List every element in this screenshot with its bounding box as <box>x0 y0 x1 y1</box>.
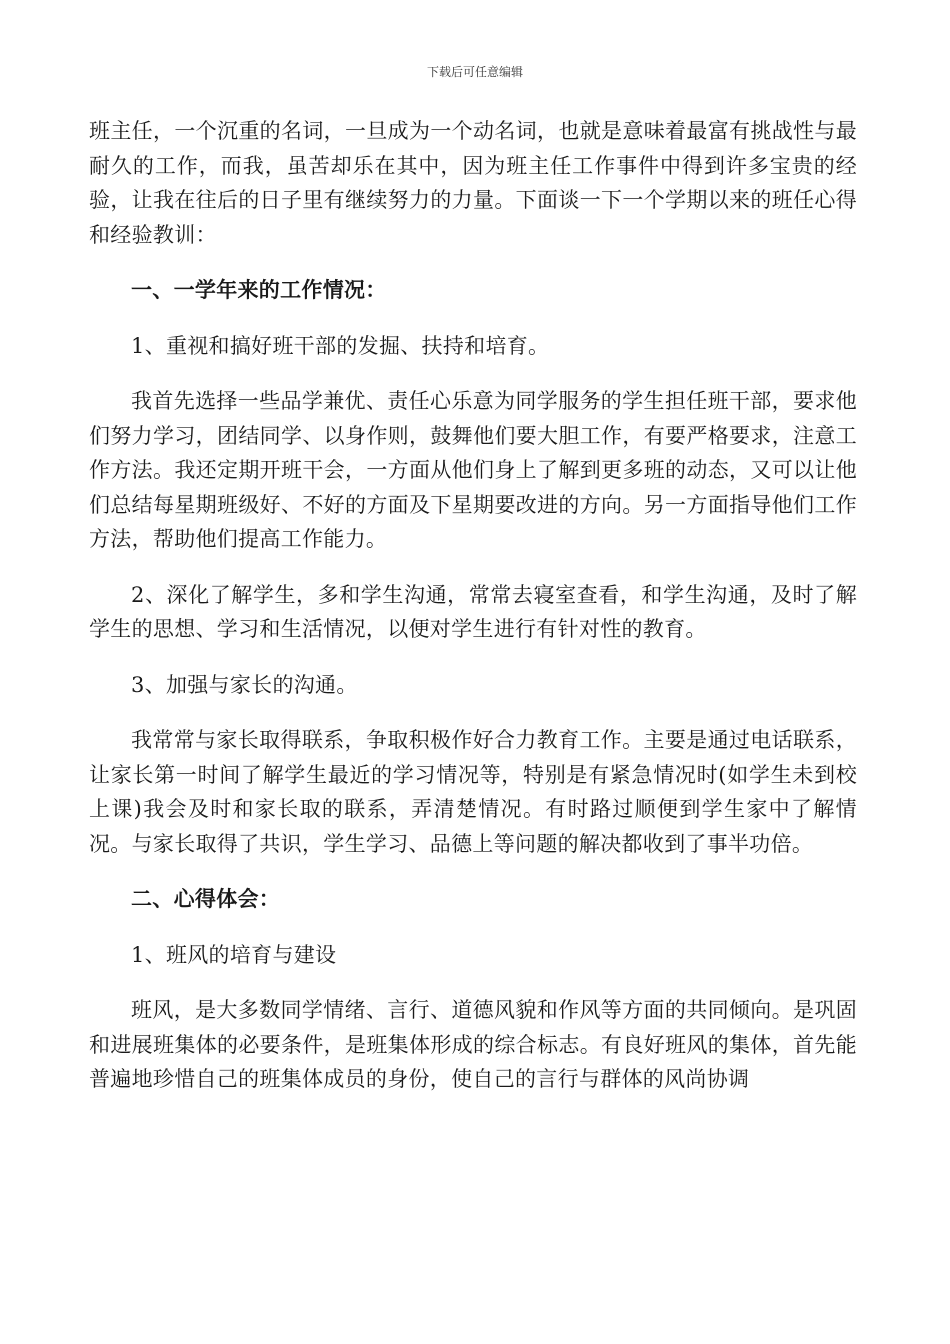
item-body-class-cadres: 我首先选择一些品学兼优、责任心乐意为同学服务的学生担任班干部，要求他们努力学习，团结同学、以身作则，鼓舞他们要大胆工作，有要严格要求，注意工作方法。我还定期开班干会，一方面从他们身上了解到更多班的动态，又可以让他们总结每星期班级好、不好的方面及下星期要改进的方向。另一方面指导他们工作方法，帮助他们提高工作能力。 <box>89 389 857 551</box>
section-heading-work-status: 一、一学年来的工作情况： <box>131 277 387 302</box>
intro-paragraph: 班主任，一个沉重的名词，一旦成为一个动名词，也就是意味着最富有挑战性与最耐久的工作，而我，虽苦却乐在其中，因为班主任工作事件中得到许多宝贵的经验，让我在往后的日子里有继续努力的力量。下面谈一下一个学期以来的班任心得和经验教训： <box>89 119 857 247</box>
item-title-parent-communication: 3、加强与家长的沟通。 <box>131 672 358 697</box>
item-title-class-cadres: 1、重视和搞好班干部的发掘、扶持和培育。 <box>131 333 550 358</box>
section-heading-experience: 二、心得体会： <box>131 886 281 911</box>
page-header: 下载后可任意编辑 <box>426 65 523 79</box>
subsection-body-class-spirit: 班风，是大多数同学情绪、言行、道德风貌和作风等方面的共同倾向。是巩固和进展班集体的必要条件，是班集体形成的综合标志。有良好班风的集体，首先能普遍地珍惜自己的班集体成员的身份，使自己的言行与群体的风尚协调 <box>89 998 857 1091</box>
subsection-title-class-spirit: 1、班风的培育与建设 <box>131 942 337 967</box>
document-body <box>89 114 857 1097</box>
item-understand-students: 2、深化了解学生，多和学生沟通，常常去寝室查看，和学生沟通，及时了解学生的思想、学习和生活情况，以便对学生进行有针对性的教育。 <box>89 582 857 641</box>
item-body-parent-communication: 我常常与家长取得联系，争取积极作好合力教育工作。主要是通过电话联系，让家长第一时间了解学生最近的学习情况等，特别是有紧急情况时(如学生未到校上课)我会及时和家长取的联系，弄清楚情况。有时路过顺便到学生家中了解情况。与家长取得了共识，学生学习、品德上等问题的解决都收到了事半功倍。 <box>89 728 857 856</box>
